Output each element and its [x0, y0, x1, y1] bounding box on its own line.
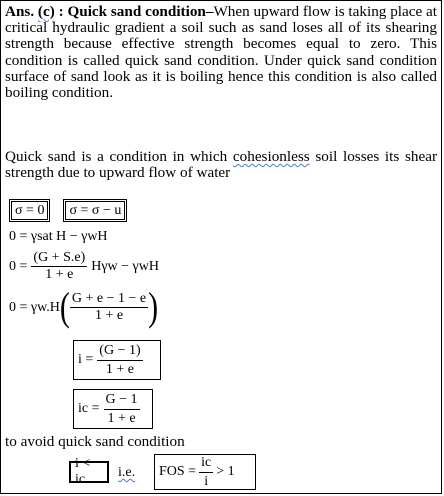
answer-heading: Quick sand condition: [67, 3, 206, 20]
equation-4-fraction: $\frac{G + e - 1 - e}{1 + e}$: [71, 291, 147, 323]
equation-3: 0 = $\frac{(G + S.e)}{1 + e}$ Hγw − γwH: [9, 250, 159, 282]
equation-2: 0 = γsat H − γwH: [9, 229, 108, 244]
definition-text-c: soil losses its shear strength due to upward flow of water: [5, 148, 438, 182]
equation-4: 0 = γw.H ( $\frac{G + e - 1 - e}{1 + e}$ ): [9, 284, 159, 330]
answer-colon: :: [58, 3, 64, 20]
answer-paragraph: [5, 4, 437, 101]
answer-text-1: When upward flow is taking place at critical hydraulic gradient a soil such as sand loses all of its shearing strength because effective strength becomes equal to zero. This condition is called quick sand condition. Under quick sand condition surface of sand look as it is boiling hence this condition is also called boiling condition.: [5, 3, 437, 102]
fos-box: FOS = $\frac{ic}{i}$ > 1: [154, 454, 256, 490]
effective-stress-definition: σ = σ − u: [65, 201, 125, 220]
equation-6-fraction: $\frac{G - 1}{1 + e}$: [105, 391, 138, 426]
fos-fraction: $\frac{ic}{i}$: [201, 454, 212, 489]
definition-text-b: cohesionless: [232, 148, 310, 165]
heading-dash: –: [205, 3, 214, 20]
answer-option: (c): [37, 3, 55, 20]
equation-6-box: ic = $\frac{G - 1}{1 + e}$: [73, 389, 153, 429]
equation-5-box: i = $\frac{(G - 1)}{1 + e}$: [73, 340, 161, 380]
definition-text-a: Quick sand is a condition in which: [5, 148, 233, 165]
condition-box: i < ic: [69, 461, 109, 483]
equation-1: [11, 204, 125, 218]
ie-text: i.e.: [118, 465, 136, 480]
left-paren: (: [59, 284, 70, 330]
right-paren: ): [148, 284, 159, 330]
equation-3-fraction: $\frac{(G + S.e)}{1 + e}$: [33, 250, 86, 282]
effective-stress-zero: σ = 0: [11, 201, 48, 220]
answer-label: Ans.: [5, 3, 35, 20]
equation-5-fraction: $\frac{(G - 1)}{1 + e}$: [99, 342, 141, 377]
definition-paragraph: [5, 149, 437, 181]
avoid-text: to avoid quick sand condition: [5, 433, 185, 450]
